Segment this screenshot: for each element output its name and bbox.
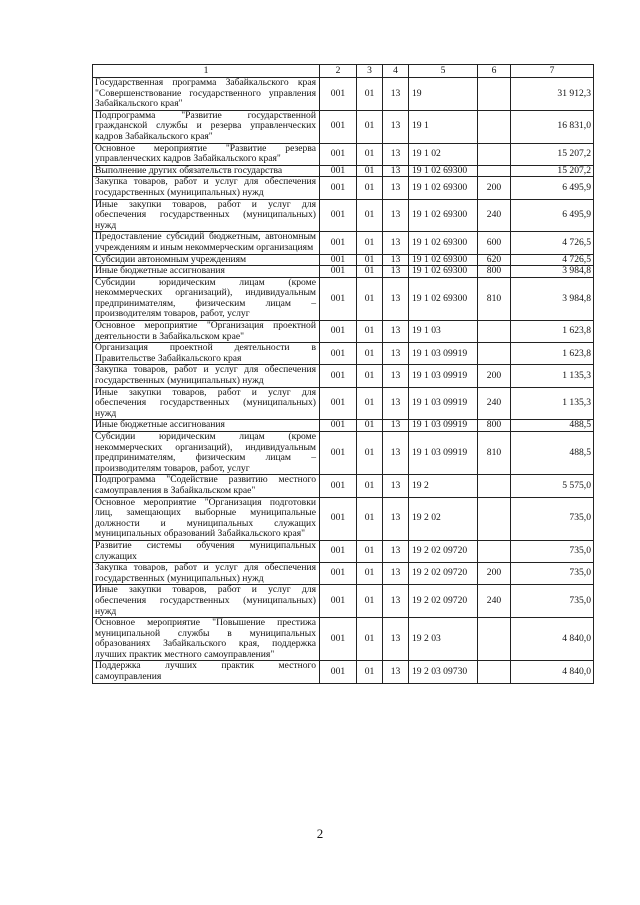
amount-cell: 1 135,3 bbox=[511, 365, 594, 387]
target-item-cell: 19 2 02 bbox=[409, 497, 478, 540]
section-cell: 01 bbox=[357, 387, 383, 420]
subsection-cell: 13 bbox=[383, 254, 409, 266]
amount-cell: 4 840,0 bbox=[511, 618, 594, 661]
amount-cell: 15 207,2 bbox=[511, 165, 594, 177]
row-name-cell: Организация проектной деятельности в Правительстве Забайкальского края bbox=[93, 343, 320, 365]
header-cell: 4 bbox=[383, 65, 409, 78]
row-name-cell: Субсидии юридическим лицам (кроме некоммерческих организаций), индивидуальным предпринимателям, физическим лицам – производителям товаров, работ, услуг bbox=[93, 277, 320, 320]
amount-cell: 488,5 bbox=[511, 432, 594, 475]
subsection-cell: 13 bbox=[383, 420, 409, 432]
table-row bbox=[93, 78, 594, 111]
table-row bbox=[93, 661, 594, 683]
header-cell: 3 bbox=[357, 65, 383, 78]
expense-type-cell bbox=[478, 143, 511, 165]
target-item-cell: 19 1 03 09919 bbox=[409, 432, 478, 475]
section-cell: 01 bbox=[357, 254, 383, 266]
admin-code-cell: 001 bbox=[320, 266, 357, 278]
subsection-cell: 13 bbox=[383, 321, 409, 343]
admin-code-cell: 001 bbox=[320, 563, 357, 585]
subsection-cell: 13 bbox=[383, 277, 409, 320]
section-cell: 01 bbox=[357, 232, 383, 254]
table-row bbox=[93, 497, 594, 540]
expense-type-cell: 240 bbox=[478, 387, 511, 420]
expense-type-cell bbox=[478, 618, 511, 661]
amount-cell: 4 726,5 bbox=[511, 232, 594, 254]
budget-table bbox=[92, 64, 594, 684]
admin-code-cell: 001 bbox=[320, 321, 357, 343]
section-cell: 01 bbox=[357, 540, 383, 562]
row-name-cell: Поддержка лучших практик местного самоуправления bbox=[93, 661, 320, 683]
target-item-cell: 19 1 02 69300 bbox=[409, 266, 478, 278]
expense-type-cell bbox=[478, 540, 511, 562]
amount-cell: 735,0 bbox=[511, 540, 594, 562]
row-name-cell: Субсидии автономным учреждениям bbox=[93, 254, 320, 266]
row-name-cell: Подпрограмма "Содействие развитию местного самоуправления в Забайкальском крае" bbox=[93, 475, 320, 497]
amount-cell: 31 912,3 bbox=[511, 78, 594, 111]
amount-cell: 488,5 bbox=[511, 420, 594, 432]
admin-code-cell: 001 bbox=[320, 78, 357, 111]
table-row bbox=[93, 420, 594, 432]
section-cell: 01 bbox=[357, 497, 383, 540]
section-cell: 01 bbox=[357, 475, 383, 497]
row-name-cell: Предоставление субсидий бюджетным, автономным учреждениям и иным некоммерческим организациям bbox=[93, 232, 320, 254]
expense-type-cell: 810 bbox=[478, 432, 511, 475]
subsection-cell: 13 bbox=[383, 78, 409, 111]
table-row bbox=[93, 143, 594, 165]
header-cell: 6 bbox=[478, 65, 511, 78]
table-row bbox=[93, 277, 594, 320]
section-cell: 01 bbox=[357, 110, 383, 143]
amount-cell: 6 495,9 bbox=[511, 199, 594, 232]
subsection-cell: 13 bbox=[383, 343, 409, 365]
subsection-cell: 13 bbox=[383, 387, 409, 420]
table-row bbox=[93, 177, 594, 199]
section-cell: 01 bbox=[357, 266, 383, 278]
target-item-cell: 19 2 02 09720 bbox=[409, 563, 478, 585]
amount-cell: 735,0 bbox=[511, 585, 594, 618]
expense-type-cell: 200 bbox=[478, 563, 511, 585]
expense-type-cell bbox=[478, 343, 511, 365]
amount-cell: 735,0 bbox=[511, 563, 594, 585]
subsection-cell: 13 bbox=[383, 475, 409, 497]
target-item-cell: 19 bbox=[409, 78, 478, 111]
row-name-cell: Основное мероприятие "Повышение престижа муниципальной службы в муниципальных образованиях Забайкальского края, поддержка лучших практик местного самоуправления" bbox=[93, 618, 320, 661]
row-name-cell: Государственная программа Забайкальского края "Совершенствование государственного управления Забайкальского края" bbox=[93, 78, 320, 111]
row-name-cell: Основное мероприятие "Организация проектной деятельности в Забайкальском крае" bbox=[93, 321, 320, 343]
section-cell: 01 bbox=[357, 78, 383, 111]
target-item-cell: 19 1 bbox=[409, 110, 478, 143]
header-cell: 1 bbox=[93, 65, 320, 78]
subsection-cell: 13 bbox=[383, 497, 409, 540]
subsection-cell: 13 bbox=[383, 232, 409, 254]
subsection-cell: 13 bbox=[383, 661, 409, 683]
amount-cell: 4 726,5 bbox=[511, 254, 594, 266]
subsection-cell: 13 bbox=[383, 618, 409, 661]
target-item-cell: 19 1 02 bbox=[409, 143, 478, 165]
target-item-cell: 19 2 03 09730 bbox=[409, 661, 478, 683]
section-cell: 01 bbox=[357, 199, 383, 232]
table-row bbox=[93, 432, 594, 475]
admin-code-cell: 001 bbox=[320, 585, 357, 618]
section-cell: 01 bbox=[357, 177, 383, 199]
header-cell: 7 bbox=[511, 65, 594, 78]
admin-code-cell: 001 bbox=[320, 432, 357, 475]
expense-type-cell: 600 bbox=[478, 232, 511, 254]
expense-type-cell bbox=[478, 497, 511, 540]
amount-cell: 6 495,9 bbox=[511, 177, 594, 199]
admin-code-cell: 001 bbox=[320, 387, 357, 420]
table-row bbox=[93, 585, 594, 618]
subsection-cell: 13 bbox=[383, 110, 409, 143]
section-cell: 01 bbox=[357, 618, 383, 661]
table-row bbox=[93, 110, 594, 143]
expense-type-cell bbox=[478, 78, 511, 111]
subsection-cell: 13 bbox=[383, 165, 409, 177]
subsection-cell: 13 bbox=[383, 199, 409, 232]
section-cell: 01 bbox=[357, 585, 383, 618]
row-name-cell: Иные бюджетные ассигнования bbox=[93, 266, 320, 278]
amount-cell: 5 575,0 bbox=[511, 475, 594, 497]
target-item-cell: 19 1 02 69300 bbox=[409, 254, 478, 266]
target-item-cell: 19 1 03 09919 bbox=[409, 343, 478, 365]
row-name-cell: Закупка товаров, работ и услуг для обеспечения государственных (муниципальных) нужд bbox=[93, 563, 320, 585]
section-cell: 01 bbox=[357, 661, 383, 683]
row-name-cell: Подпрограмма "Развитие государственной гражданской службы и резерва управленческих кадров Забайкальского края" bbox=[93, 110, 320, 143]
admin-code-cell: 001 bbox=[320, 420, 357, 432]
table-row bbox=[93, 540, 594, 562]
amount-cell: 3 984,8 bbox=[511, 266, 594, 278]
amount-cell: 16 831,0 bbox=[511, 110, 594, 143]
expense-type-cell: 800 bbox=[478, 420, 511, 432]
target-item-cell: 19 1 03 09919 bbox=[409, 365, 478, 387]
amount-cell: 3 984,8 bbox=[511, 277, 594, 320]
expense-type-cell bbox=[478, 321, 511, 343]
admin-code-cell: 001 bbox=[320, 343, 357, 365]
row-name-cell: Иные закупки товаров, работ и услуг для обеспечения государственных (муниципальных) нужд bbox=[93, 585, 320, 618]
section-cell: 01 bbox=[357, 321, 383, 343]
expense-type-cell: 620 bbox=[478, 254, 511, 266]
expense-type-cell: 200 bbox=[478, 177, 511, 199]
admin-code-cell: 001 bbox=[320, 143, 357, 165]
amount-cell: 4 840,0 bbox=[511, 661, 594, 683]
table-header-row bbox=[93, 65, 594, 78]
table-row bbox=[93, 232, 594, 254]
admin-code-cell: 001 bbox=[320, 618, 357, 661]
expense-type-cell bbox=[478, 110, 511, 143]
target-item-cell: 19 2 03 bbox=[409, 618, 478, 661]
expense-type-cell: 240 bbox=[478, 199, 511, 232]
amount-cell: 1 623,8 bbox=[511, 343, 594, 365]
table-row bbox=[93, 254, 594, 266]
section-cell: 01 bbox=[357, 432, 383, 475]
admin-code-cell: 001 bbox=[320, 277, 357, 320]
table-row bbox=[93, 387, 594, 420]
amount-cell: 15 207,2 bbox=[511, 143, 594, 165]
amount-cell: 735,0 bbox=[511, 497, 594, 540]
row-name-cell: Субсидии юридическим лицам (кроме некоммерческих организаций), индивидуальным предпринимателям, физическим лицам – производителям товаров, работ, услуг bbox=[93, 432, 320, 475]
row-name-cell: Закупка товаров, работ и услуг для обеспечения государственных (муниципальных) нужд bbox=[93, 365, 320, 387]
expense-type-cell bbox=[478, 475, 511, 497]
table-row bbox=[93, 563, 594, 585]
section-cell: 01 bbox=[357, 143, 383, 165]
table-row bbox=[93, 321, 594, 343]
admin-code-cell: 001 bbox=[320, 365, 357, 387]
admin-code-cell: 001 bbox=[320, 232, 357, 254]
target-item-cell: 19 2 bbox=[409, 475, 478, 497]
target-item-cell: 19 1 03 09919 bbox=[409, 420, 478, 432]
amount-cell: 1 623,8 bbox=[511, 321, 594, 343]
target-item-cell: 19 1 02 69300 bbox=[409, 199, 478, 232]
row-name-cell: Иные закупки товаров, работ и услуг для обеспечения государственных (муниципальных) нужд bbox=[93, 387, 320, 420]
table-row bbox=[93, 365, 594, 387]
admin-code-cell: 001 bbox=[320, 165, 357, 177]
header-cell: 2 bbox=[320, 65, 357, 78]
target-item-cell: 19 2 02 09720 bbox=[409, 585, 478, 618]
row-name-cell: Иные закупки товаров, работ и услуг для обеспечения государственных (муниципальных) нужд bbox=[93, 199, 320, 232]
section-cell: 01 bbox=[357, 563, 383, 585]
amount-cell: 1 135,3 bbox=[511, 387, 594, 420]
row-name-cell: Основное мероприятие "Развитие резерва управленческих кадров Забайкальского края" bbox=[93, 143, 320, 165]
section-cell: 01 bbox=[357, 365, 383, 387]
row-name-cell: Иные бюджетные ассигнования bbox=[93, 420, 320, 432]
admin-code-cell: 001 bbox=[320, 254, 357, 266]
target-item-cell: 19 1 02 69300 bbox=[409, 232, 478, 254]
admin-code-cell: 001 bbox=[320, 177, 357, 199]
page-number: 2 bbox=[316, 826, 324, 841]
subsection-cell: 13 bbox=[383, 432, 409, 475]
subsection-cell: 13 bbox=[383, 177, 409, 199]
expense-type-cell: 240 bbox=[478, 585, 511, 618]
table-row bbox=[93, 165, 594, 177]
target-item-cell: 19 1 03 09919 bbox=[409, 387, 478, 420]
admin-code-cell: 001 bbox=[320, 199, 357, 232]
expense-type-cell: 810 bbox=[478, 277, 511, 320]
admin-code-cell: 001 bbox=[320, 110, 357, 143]
expense-type-cell bbox=[478, 661, 511, 683]
target-item-cell: 19 1 03 bbox=[409, 321, 478, 343]
table-row bbox=[93, 199, 594, 232]
section-cell: 01 bbox=[357, 165, 383, 177]
expense-type-cell: 200 bbox=[478, 365, 511, 387]
target-item-cell: 19 1 02 69300 bbox=[409, 177, 478, 199]
row-name-cell: Выполнение других обязательств государства bbox=[93, 165, 320, 177]
subsection-cell: 13 bbox=[383, 266, 409, 278]
expense-type-cell bbox=[478, 165, 511, 177]
subsection-cell: 13 bbox=[383, 143, 409, 165]
admin-code-cell: 001 bbox=[320, 540, 357, 562]
header-cell: 5 bbox=[409, 65, 478, 78]
admin-code-cell: 001 bbox=[320, 497, 357, 540]
subsection-cell: 13 bbox=[383, 563, 409, 585]
subsection-cell: 13 bbox=[383, 540, 409, 562]
table-row bbox=[93, 343, 594, 365]
target-item-cell: 19 2 02 09720 bbox=[409, 540, 478, 562]
section-cell: 01 bbox=[357, 277, 383, 320]
admin-code-cell: 001 bbox=[320, 661, 357, 683]
section-cell: 01 bbox=[357, 420, 383, 432]
row-name-cell: Закупка товаров, работ и услуг для обеспечения государственных (муниципальных) нужд bbox=[93, 177, 320, 199]
admin-code-cell: 001 bbox=[320, 475, 357, 497]
table-row bbox=[93, 618, 594, 661]
expense-type-cell: 800 bbox=[478, 266, 511, 278]
row-name-cell: Развитие системы обучения муниципальных служащих bbox=[93, 540, 320, 562]
subsection-cell: 13 bbox=[383, 365, 409, 387]
subsection-cell: 13 bbox=[383, 585, 409, 618]
table-row bbox=[93, 266, 594, 278]
section-cell: 01 bbox=[357, 343, 383, 365]
target-item-cell: 19 1 02 69300 bbox=[409, 277, 478, 320]
target-item-cell: 19 1 02 69300 bbox=[409, 165, 478, 177]
table-row bbox=[93, 475, 594, 497]
row-name-cell: Основное мероприятие "Организация подготовки лиц, замещающих выборные муниципальные должности и муниципальных служащих муниципальных образований Забайкальского края" bbox=[93, 497, 320, 540]
